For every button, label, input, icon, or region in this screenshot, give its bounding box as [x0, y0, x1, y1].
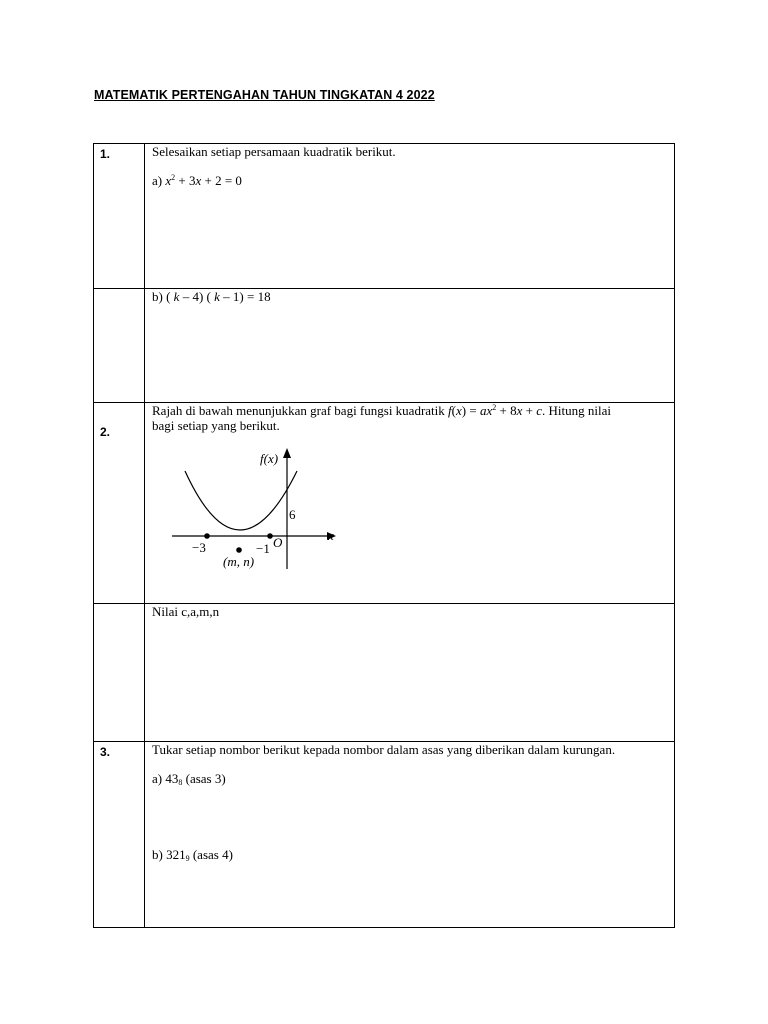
- q2-text-line-1: Rajah di bawah menunjukkan graf bagi fungsi kuadratik $f(x) = ax^2 + 8x + c$. Hitung nilai: [152, 403, 611, 418]
- var-f: f: [448, 403, 452, 418]
- y-axis-label: f(x): [260, 451, 279, 466]
- q3a-target-base: (asas 3): [182, 771, 226, 786]
- eq-term: – 1) = 18: [219, 289, 271, 304]
- document-title: MATEMATIK PERTENGAHAN TAHUN TINGKATAN 4 2022: [94, 88, 435, 102]
- eq-term: + 2 = 0: [201, 173, 242, 188]
- var-x: x: [165, 173, 172, 188]
- var-k: k: [173, 289, 180, 304]
- q1-instruction: Selesaikan setiap persamaan kuadratik berikut.: [152, 144, 396, 159]
- q3-instruction: Tukar setiap nombor berikut kepada nombor dalam asas yang diberikan dalam kurungan.: [152, 742, 616, 757]
- exponent: 2: [171, 173, 176, 182]
- q1b-equation: [152, 289, 674, 304]
- question-1b-cell: [145, 289, 675, 403]
- origin-label: O: [273, 535, 283, 550]
- question-2-cell: [145, 403, 675, 604]
- parabola-curve: [185, 471, 297, 530]
- q2-text-line-2: bagi setiap yang berikut.: [152, 418, 280, 433]
- root-right-label: −1: [256, 541, 270, 556]
- question-3-row: [94, 742, 675, 928]
- term-ax: ax: [479, 403, 493, 418]
- question-number-1: 1.: [94, 144, 145, 289]
- base-subscript: 9: [185, 854, 190, 863]
- q3b-item: [152, 847, 674, 862]
- question-number-empty: [94, 289, 145, 403]
- quadratic-graph: [152, 439, 352, 569]
- var-k: k: [214, 289, 220, 304]
- y-intercept-label: 6: [289, 507, 296, 522]
- y-axis-arrow: [283, 448, 291, 458]
- var-x: x: [195, 173, 202, 188]
- var-x: x: [456, 403, 462, 418]
- q1a-label: a): [152, 173, 163, 188]
- root-left-label: −3: [192, 540, 206, 555]
- question-1b-row: [94, 289, 675, 403]
- q3b-number: b) 321: [152, 847, 186, 862]
- vertex-label: (m, n): [223, 554, 255, 569]
- q3a-number: a) 43: [152, 771, 179, 786]
- vertex-point: [236, 547, 242, 553]
- question-number-3: 3.: [94, 742, 145, 928]
- var-c: c: [536, 403, 542, 418]
- exponent: 2: [492, 403, 497, 412]
- q2-followup: Nilai c,a,m,n: [152, 604, 220, 619]
- q1b-label: b) (: [152, 289, 171, 304]
- x-axis-label: x: [328, 528, 334, 543]
- root-point-right: [267, 533, 273, 539]
- question-number-empty: [94, 604, 145, 742]
- eq-term: – 4) (: [179, 289, 211, 304]
- base-subscript: 8: [178, 778, 183, 787]
- question-2-followup-cell: [145, 604, 675, 742]
- question-1a-cell: [145, 144, 675, 289]
- eq-term: + 8: [496, 403, 517, 418]
- eq-term: + 3: [175, 173, 196, 188]
- question-2-row: [94, 403, 675, 604]
- question-table: [93, 143, 675, 928]
- q2-text: Rajah di bawah menunjukkan graf bagi fungsi kuadratik: [152, 403, 449, 418]
- eq-term: +: [522, 403, 537, 418]
- question-number-2-label: 2.: [100, 425, 111, 439]
- q3b-target-base: (asas 4): [189, 847, 233, 862]
- q3a-item: [152, 771, 674, 786]
- q2-text: . Hitung nilai: [541, 403, 611, 418]
- root-point-left: [204, 533, 210, 539]
- q1a-equation: [152, 173, 674, 188]
- question-number-2: [94, 403, 145, 604]
- question-3-cell: [145, 742, 675, 928]
- var-x: x: [516, 403, 523, 418]
- question-1a-row: [94, 144, 675, 289]
- question-2-followup-row: [94, 604, 675, 742]
